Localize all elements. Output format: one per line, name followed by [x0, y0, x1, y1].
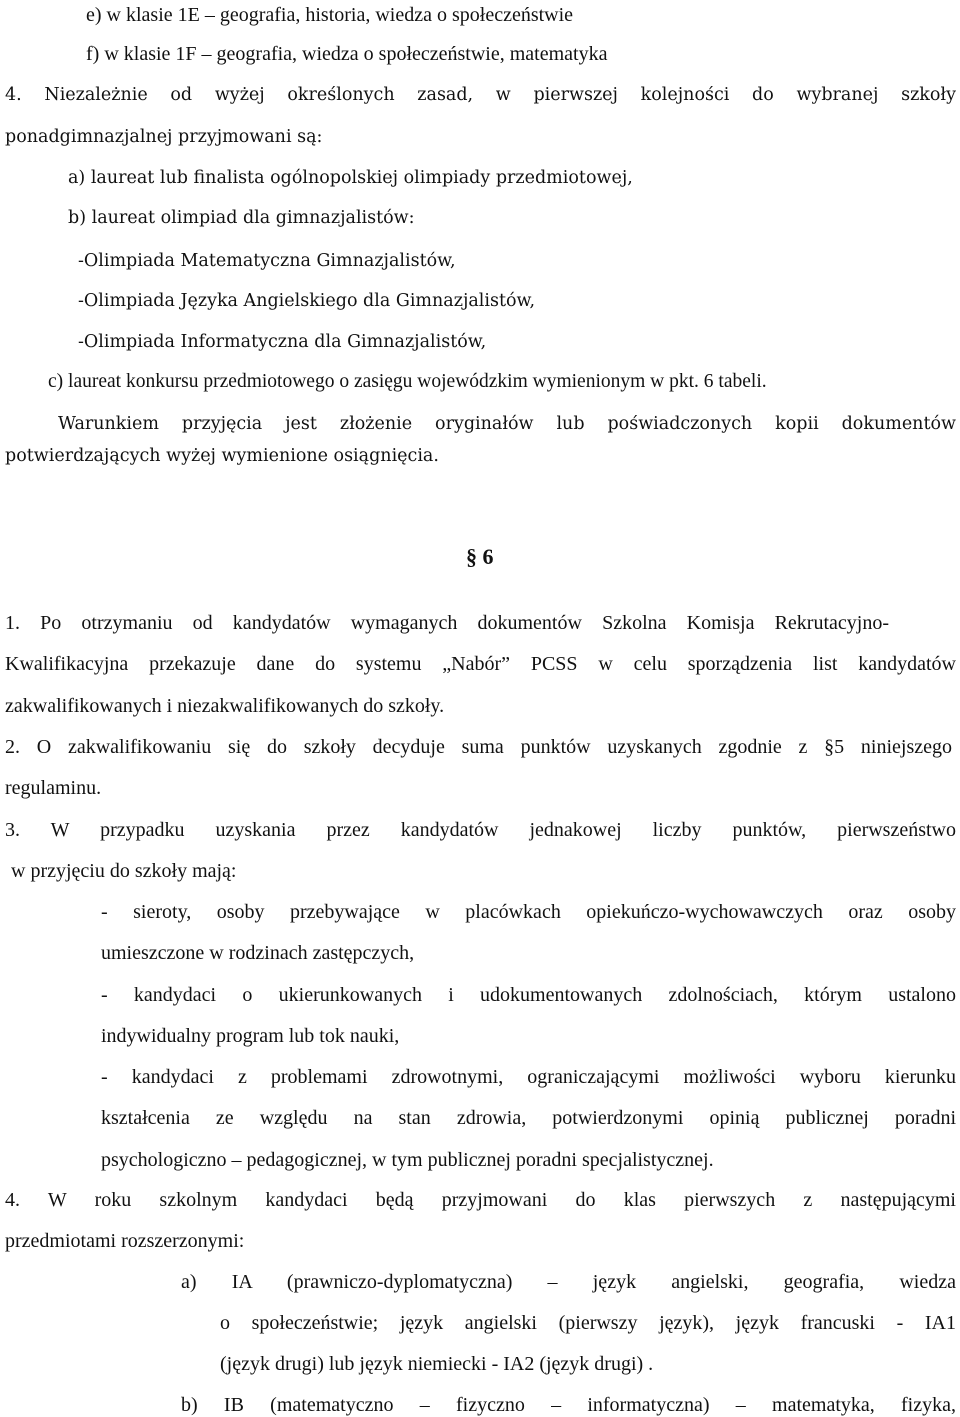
text-line: 3. W przypadku uzyskania przez kandydatów jednakowej liczby punktów, pierwszeństwo: [5, 819, 956, 841]
text-line: f) w klasie 1F – geografia, wiedza o społeczeństwie, matematyka: [86, 43, 608, 65]
list-item: a) laureat lub finalista ogólnopolskiej olimpiady przedmiotowej,: [68, 168, 633, 188]
text-line: 2. O zakwalifikowaniu się do szkoły decyduje suma punktów uzyskanych zgodnie z §5 niniejszego: [5, 736, 952, 758]
text-line: 1. Po otrzymaniu od kandydatów wymaganych dokumentów Szkolna Komisja Rekrutacyjno-: [5, 612, 889, 634]
list-item: umieszczone w rodzinach zastępczych,: [101, 942, 415, 964]
list-item: - sieroty, osoby przebywające w placówkach opiekuńczo-wychowawczych oraz osoby: [101, 901, 956, 923]
text-line: potwierdzających wyżej wymienione osiągnięcia.: [5, 446, 439, 466]
text-line: Warunkiem przyjęcia jest złożenie oryginałów lub poświadczonych kopii dokumentów: [58, 414, 956, 434]
list-item: indywidualny program lub tok nauki,: [101, 1025, 400, 1047]
text-line: regulaminu.: [5, 777, 102, 799]
text-line: zakwalifikowanych i niezakwalifikowanych do szkoły.: [5, 695, 445, 717]
section-heading: § 6: [466, 544, 494, 569]
list-item: -Olimpiada Języka Angielskiego dla Gimnazjalistów,: [78, 291, 536, 311]
text-line: e) w klasie 1E – geografia, historia, wiedza o społeczeństwie: [86, 4, 574, 26]
list-item: - kandydaci z problemami zdrowotnymi, ograniczającymi możliwości wyboru kierunku: [101, 1066, 956, 1088]
list-item: o społeczeństwie; język angielski (pierwszy język), język francuski - IA1: [220, 1312, 956, 1334]
list-item: c) laureat konkursu przedmiotowego o zasięgu wojewódzkim wymienionym w pkt. 6 tabeli.: [48, 371, 767, 392]
list-item: b) laureat olimpiad dla gimnazjalistów:: [68, 208, 415, 228]
list-item: kształcenia ze względu na stan zdrowia, potwierdzonymi opinią publicznej poradni: [101, 1107, 956, 1129]
text-line: Kwalifikacyjna przekazuje dane do systemu „Nabór” PCSS w celu sporządzenia list kandydatów: [5, 653, 956, 675]
text-line: przedmiotami rozszerzonymi:: [5, 1230, 245, 1252]
list-item: b) IB (matematyczno – fizyczno – informatyczna) – matematyka, fizyka,: [181, 1394, 956, 1416]
list-item: a) IA (prawniczo-dyplomatyczna) – język angielski, geografia, wiedza: [181, 1271, 956, 1293]
text-line: 4. Niezależnie od wyżej określonych zasad, w pierwszej kolejności do wybranej szkoły: [5, 85, 956, 105]
list-item: -Olimpiada Matematyczna Gimnazjalistów,: [78, 251, 456, 271]
list-item: (język drugi) lub język niemiecki - IA2 (język drugi) .: [220, 1353, 654, 1375]
list-item: -Olimpiada Informatyczna dla Gimnazjalistów,: [78, 332, 487, 352]
text-line: ponadgimnazjalnej przyjmowani są:: [5, 127, 323, 147]
list-item: - kandydaci o ukierunkowanych i udokumentowanych zdolnościach, którym ustalono: [101, 984, 956, 1006]
list-item: psychologiczno – pedagogicznej, w tym publicznej poradni specjalistycznej.: [101, 1149, 714, 1171]
text-line: w przyjęciu do szkoły mają:: [11, 860, 237, 882]
text-line: 4. W roku szkolnym kandydaci będą przyjmowani do klas pierwszych z następującymi: [5, 1189, 956, 1211]
